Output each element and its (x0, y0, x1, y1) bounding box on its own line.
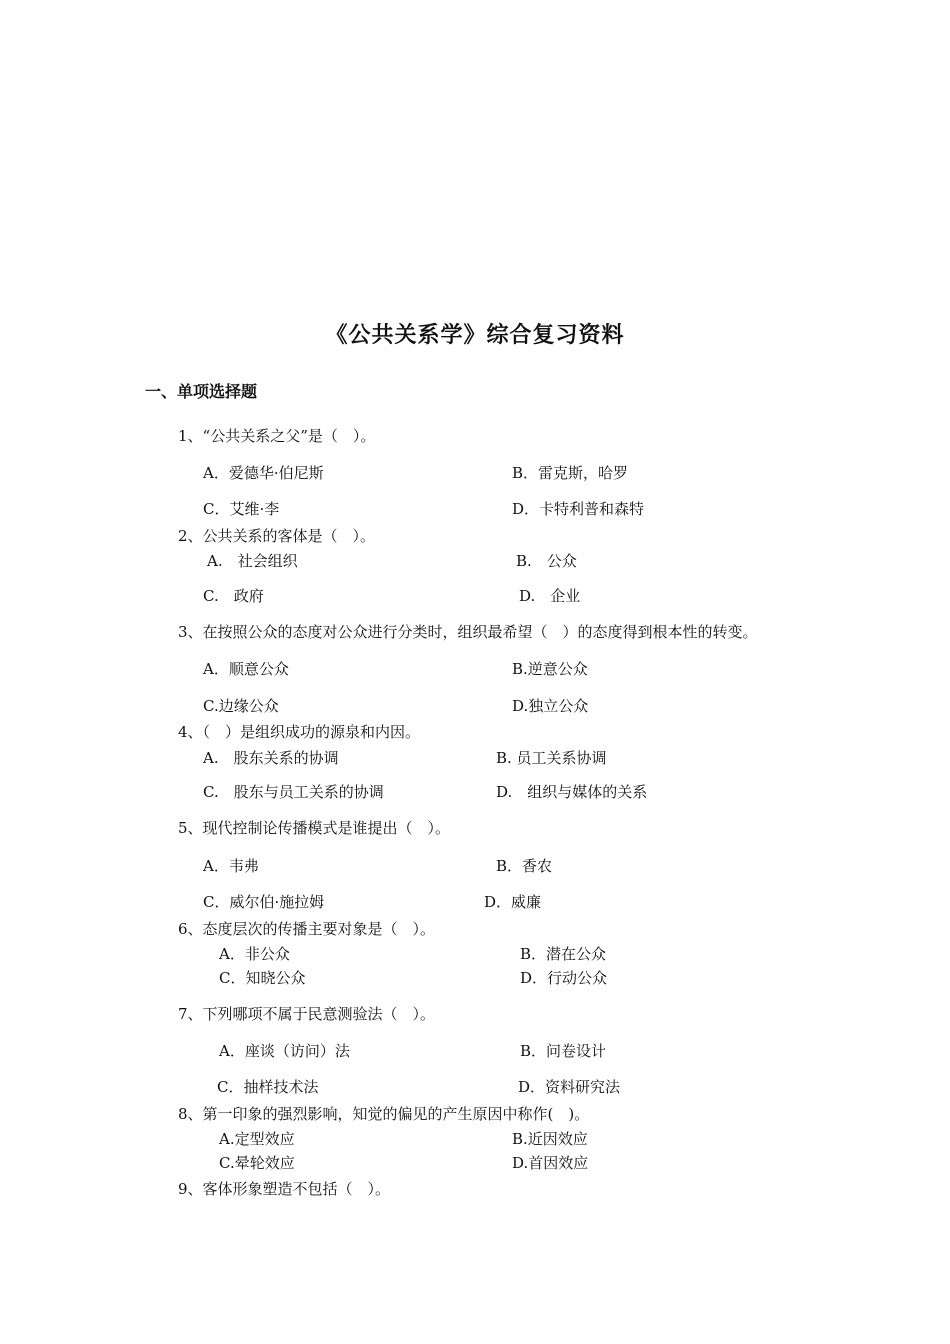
option-d: D．威廉 (484, 893, 542, 911)
question-stem: 6、态度层次的传播主要对象是（ ）。 (178, 920, 436, 938)
option-c: C．知晓公众 (219, 969, 306, 987)
option-d: D.首因效应 (512, 1154, 589, 1172)
option-a: A. 社会组织 (207, 552, 298, 570)
option-a: A．韦弗 (203, 857, 259, 875)
section-heading: 一、单项选择题 (145, 382, 258, 401)
option-b: B．香农 (496, 857, 553, 875)
option-a: A．座谈（访问）法 (219, 1042, 350, 1060)
question-stem: 2、公共关系的客体是（ ）。 (178, 527, 376, 545)
option-d: D．卡特利普和森特 (512, 500, 645, 518)
option-c: C. 股东与员工关系的协调 (203, 783, 384, 801)
option-a: A．爱德华·伯尼斯 (203, 464, 324, 482)
option-a: A. 股东关系的协调 (203, 749, 339, 767)
option-a: A．顺意公众 (203, 660, 289, 678)
option-b: B. 员工关系协调 (496, 749, 607, 767)
option-d: D．资料研究法 (518, 1078, 621, 1096)
option-a: A．非公众 (219, 945, 290, 963)
option-c: C．艾维·李 (203, 500, 280, 518)
option-c: C.边缘公众 (203, 697, 279, 715)
option-d: D．行动公众 (520, 969, 608, 987)
option-b: B. 公众 (516, 552, 577, 570)
option-b: B．潜在公众 (520, 945, 607, 963)
question-stem: 3、在按照公众的态度对公众进行分类时，组织最希望（ ）的态度得到根本性的转变。 (178, 623, 758, 641)
question-stem: 9、客体形象塑造不包括（ ）。 (178, 1180, 391, 1198)
question-stem: 5、现代控制论传播模式是谁提出（ ）。 (178, 819, 451, 837)
option-b: B.逆意公众 (512, 660, 588, 678)
question-stem: 4、（ ）是组织成功的源泉和内因。 (178, 723, 421, 741)
question-stem: 7、下列哪项不属于民意测验法（ ）。 (178, 1005, 436, 1023)
option-b: B．雷克斯，哈罗 (512, 464, 629, 482)
option-d: D. 企业 (519, 587, 581, 605)
option-b: B．问卷设计 (520, 1042, 607, 1060)
question-stem: 8、第一印象的强烈影响，知觉的偏见的产生原因中称作( )。 (178, 1105, 590, 1123)
option-d: D.独立公众 (512, 697, 589, 715)
option-c: C. 政府 (203, 587, 264, 605)
option-a: A.定型效应 (219, 1130, 295, 1148)
document-title: 《公共关系学》综合复习资料 (325, 323, 625, 348)
question-stem: 1、“公共关系之父”是（ ）。 (178, 427, 376, 445)
option-d: D. 组织与媒体的关系 (496, 783, 648, 801)
option-b: B.近因效应 (512, 1130, 588, 1148)
option-c: C.晕轮效应 (219, 1154, 295, 1172)
option-c: C．威尔伯·施拉姆 (203, 893, 325, 911)
option-c: C．抽样技术法 (217, 1078, 319, 1096)
